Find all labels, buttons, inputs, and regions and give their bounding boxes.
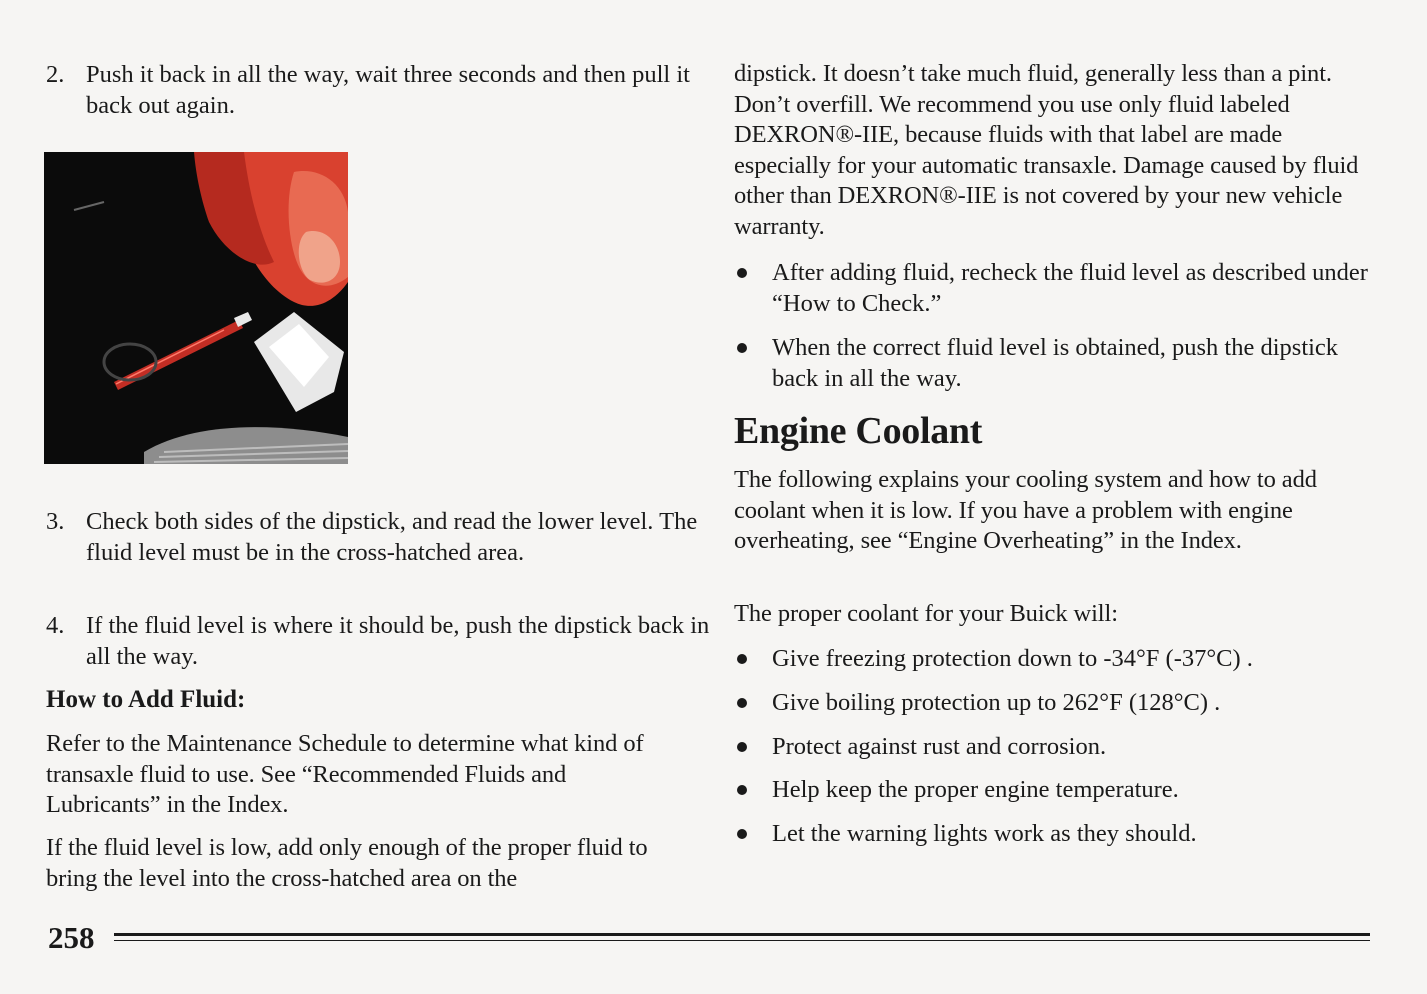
list-item: Protect against rust and corrosion. (734, 732, 1402, 763)
bullet-icon (737, 785, 747, 795)
list-item: Help keep the proper engine temperature. (734, 775, 1402, 806)
section-title-engine-coolant: Engine Coolant (734, 410, 983, 452)
step-4-number: 4. (46, 612, 65, 639)
list-item: Give boiling protection up to 262°F (128°C) . (734, 688, 1402, 719)
coolant-lead-text: The proper coolant for your Buick will: (734, 600, 1118, 627)
bullet-icon (737, 829, 747, 839)
list-item: When the correct fluid level is obtained, push the dipstick back in all the way. (734, 333, 1372, 394)
coolant-intro-paragraph: The following explains your cooling system and how to add coolant when it is low. If you have a problem with engine overheating, see “Engine Overheating” in the Index. (734, 466, 1317, 554)
list-item: Let the warning lights work as they should. (734, 819, 1402, 850)
bullet-icon (737, 742, 747, 752)
bullet-icon (737, 698, 747, 708)
step-4-text: If the fluid level is where it should be, push the dipstick back in all the way. (86, 612, 710, 670)
step-4 (46, 611, 711, 672)
list-item: Give freezing protection down to -34°F (-37°C) . (734, 644, 1402, 675)
step-2-number: 2. (46, 61, 65, 88)
bullet-icon (737, 268, 747, 278)
dipstick-photo (44, 152, 348, 464)
dipstick-photo-image (44, 152, 348, 464)
add-fluid-paragraph-continued: dipstick. It doesn’t take much fluid, generally less than a pint. Don’t overfill. We recommend you use only fluid labeled DEXRON®-IIE, because fluids with that label are made especially for your automatic transaxle. Damage caused by fluid other than DEXRON®-IIE is not covered by your new vehicle warranty. (734, 60, 1359, 240)
step-3-text: Check both sides of the dipstick, and read the lower level. The fluid level must be in the cross-hatched area. (86, 508, 698, 566)
page-number: 258 (48, 920, 95, 955)
step-2-text: Push it back in all the way, wait three seconds and then pull it back out again. (86, 61, 690, 119)
bullet-icon (737, 343, 747, 353)
footer-rule-thin (114, 940, 1370, 941)
how-to-add-fluid-heading: How to Add Fluid: (46, 686, 246, 713)
step-3 (46, 507, 711, 568)
add-fluid-paragraph-1: Refer to the Maintenance Schedule to determine what kind of transaxle fluid to use. See “Recommended Fluids and Lubricants” in the Index. (46, 730, 644, 818)
add-fluid-paragraph-2: If the fluid level is low, add only enough of the proper fluid to bring the level into the cross-hatched area on the (46, 834, 648, 892)
footer-rule (114, 933, 1370, 936)
list-item: After adding fluid, recheck the fluid level as described under “How to Check.” (734, 258, 1372, 319)
step-3-number: 3. (46, 508, 65, 535)
bullet-icon (737, 654, 747, 664)
step-2 (46, 60, 706, 121)
